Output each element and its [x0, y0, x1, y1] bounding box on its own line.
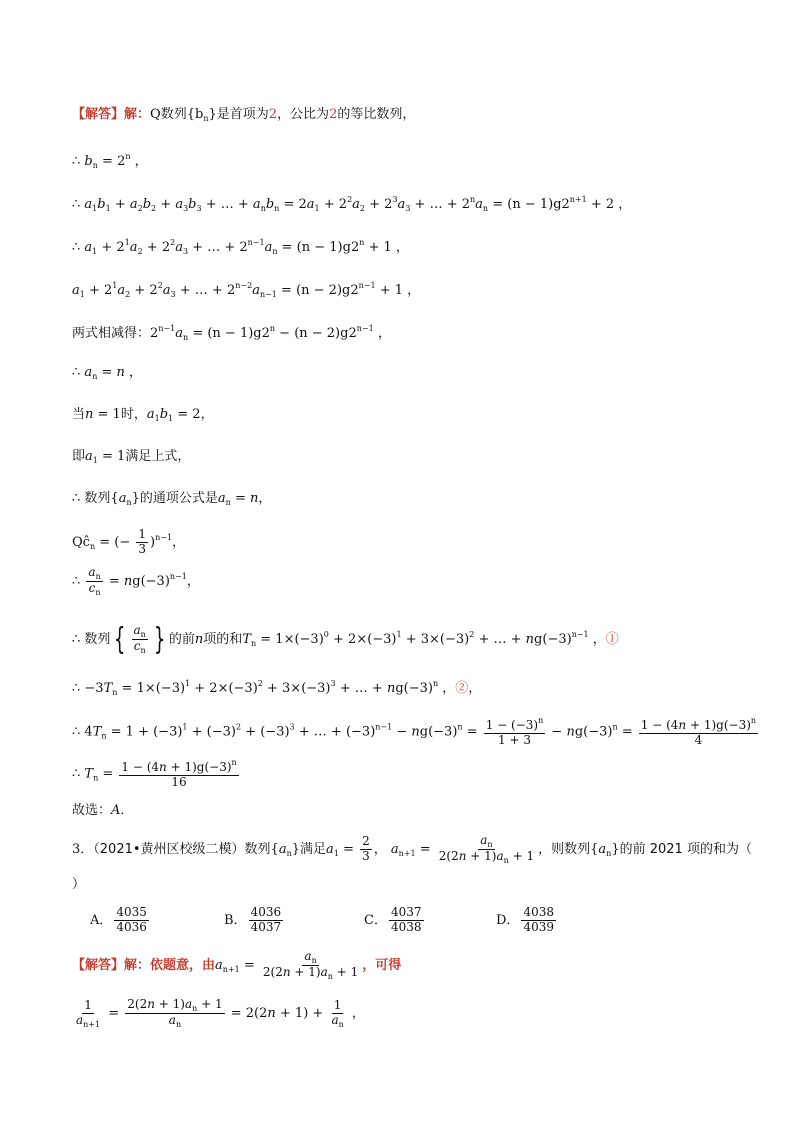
- answer-tag: 【解答】: [72, 107, 125, 122]
- solution-3-header: 【解答】解：依题意，由$a_{n+1}$ = $\frac{a_n}{2(2n + 1)a_n + 1}$ ，可得: [72, 949, 402, 982]
- case-check: 即$a_1 = 1$满足上式，: [72, 449, 191, 465]
- general-term: ∴ 数列$\{a_n\}$的通项公式是$a_n = n$，: [72, 491, 272, 507]
- option-d[interactable]: D． $\frac{4038}{4039}$: [496, 905, 554, 934]
- answer-tag-3: 【解答】: [72, 958, 125, 974]
- formula-an: ∴ $a_n = n$ ，: [72, 365, 143, 381]
- formula-Tn: ∴ 数列 { $\frac{a_n}{c_n}$ } 的前n项的和$T_n = 1\times(-3)^0 + 2\times(-3)^1 + 3\times(-3)^2$ + … + $ng(-3)^{n-1}$ ，①: [72, 621, 619, 657]
- solution-3-reciprocal: $\frac{1}{a_{n+1}}$ = $\frac{2(2n + 1)a_n + 1}{a_n}$ = 2(2n + 1) + $\frac{1}{a_n}$ ，: [76, 997, 365, 1030]
- formula-cn: $Qĉ_n$ = (− $\frac{1}{3}$ )$^{n-1}$，: [72, 527, 186, 556]
- option-b[interactable]: B． $\frac{4036}{4037}$: [224, 905, 282, 934]
- formula-shifted: $a_1 + 2^1a_2 + 2^2a_3$ + … + $2^{n-2}a_{n-1} = (n - 2)g2^{n-1} + 1$ ，: [72, 281, 421, 299]
- equation-mark-1: ①: [605, 632, 619, 648]
- because-symbol: Q: [150, 107, 161, 122]
- choice-line: 故选：A．: [72, 803, 134, 818]
- formula-Tn-result: ∴ $T_n$ = $\frac{1 - (4n + 1)g(-3)^n}{16}$: [72, 758, 237, 789]
- question-3: 3．（2021•黄州区校级二模）数列$\{a_n\}$满足$a_1$ = $\frac{2}{3}$ ， $a_{n+1}$ = $\frac{a_n}{2(2n + 1)a_n + 1}$ ，则数列$\{a_n\}$的前 2021 项的和为（: [72, 833, 752, 866]
- option-c[interactable]: C． $\frac{4037}{4038}$: [364, 905, 422, 934]
- solution-header-line: 【解答】解：Q数列$\{b_n\}$是首项为2，公比为2的等比数列，: [72, 107, 416, 123]
- case-n1: 当n = 1时，$a_1b_1 = 2$，: [72, 407, 214, 423]
- formula-reduced: ∴ $a_1 + 2^1a_2 + 2^2a_3$ + … + $2^{n-1}a_n = (n - 1)g2^n + 1$ ，: [72, 238, 409, 256]
- question-3-close: ）: [72, 877, 86, 892]
- formula-sum-anbn: ∴ $a_1b_1 + a_2b_2 + a_3b_3$ + … + $a_nb_n = 2a_1 + 2^2a_2 + 2^3a_3$ + … + $2^na_n = (n - 1)g2^{n+1} + 2$ ，: [72, 195, 632, 213]
- option-a[interactable]: A． $\frac{4035}{4036}$: [90, 905, 147, 934]
- formula-subtract: 两式相减得：$2^{n-1}a_n = (n - 1)g2^n - (n - 2)g2^{n-1}$ ，: [72, 324, 391, 342]
- formula-ratio: ∴ $\frac{a_n}{c_n}$ = $ng(-3)^{n-1}$，: [72, 565, 200, 598]
- formula-bn: ∴ $b_n = 2^n$ ，: [72, 152, 148, 170]
- question-number: 3．: [72, 842, 94, 858]
- formula-minus3Tn: ∴ $-3T_n = 1\times(-3)^1 + 2\times(-3)^2 + 3\times(-3)^3$ + … + $ng(-3)^n$ ，②，: [72, 679, 482, 697]
- formula-4Tn: ∴ $4T_n = 1 + (-3)^1 + (-3)^2 + (-3)^3$ + … + $(-3)^{n-1} - ng(-3)^n$ = $\frac{1 - (-3)^n}{1 + 3}$ − $ng(-3)^n$ = $\frac{1 - (4n + 1)g(-3)^n}{4}$: [72, 716, 757, 747]
- equation-mark-2: ②: [455, 681, 469, 696]
